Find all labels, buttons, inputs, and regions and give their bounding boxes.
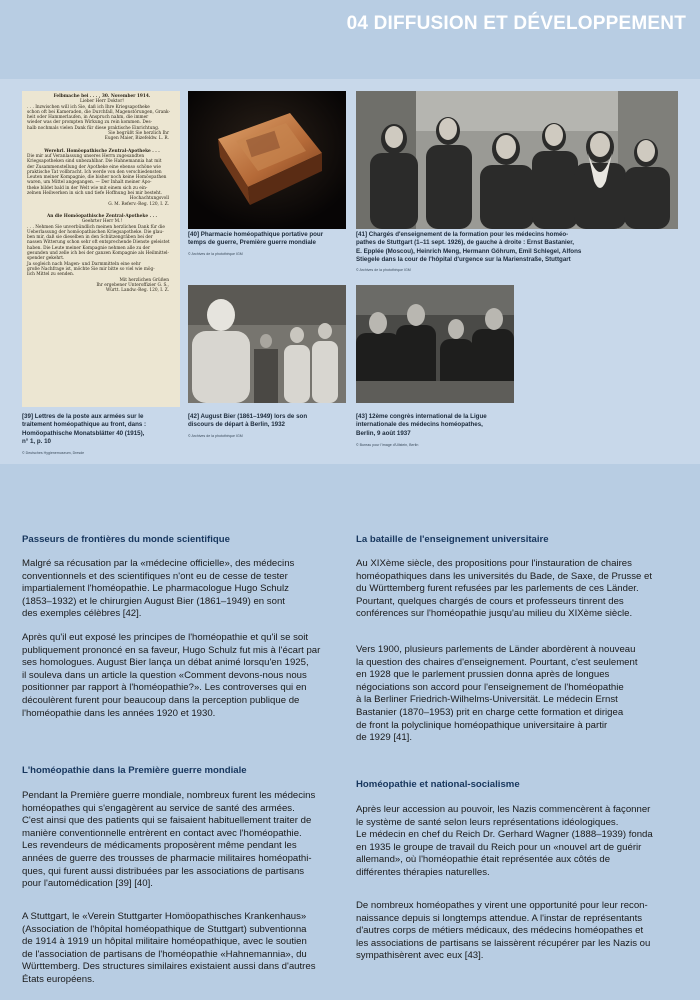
text-line: différentes thérapies naturelles. [356, 866, 490, 878]
text-line: (1853–1932) et le chirurgien August Bier (1861–1949) en sont [22, 595, 285, 607]
text-line: conférences sur l'homéopathie jusqu'au milieu du XIXème siècle. [356, 608, 633, 620]
text-line: Après qu'il eut exposé les principes de l'homéopathie et qu'il se soit [22, 632, 309, 643]
text-line: Pendant la Première guerre mondiale, nombreux furent les médecins [22, 790, 316, 801]
text-line: (Association de l'hôpital homéopathique de Stuttgart) subventionna [22, 923, 307, 935]
letter-closing: Ihr ergebener Unteroffizier G. S., [96, 282, 169, 288]
letter-closing: Eugen Maier, Bizefeldw. L. R. [104, 136, 169, 142]
paragraph [22, 790, 352, 891]
caption-line: [39] Lettres de la poste aux armées sur le [22, 413, 144, 420]
caption-39 [22, 413, 187, 447]
section-heading: Passeurs de frontières du monde scientifique [22, 534, 230, 545]
text-line: il souleva dans un article la question «Comment devons-nous nous [22, 669, 307, 681]
letter-block [27, 214, 177, 293]
credit-42: © Archives de la photothèque IGM [188, 434, 243, 438]
letter-closing: Hochachtungsvoll [129, 196, 169, 202]
paragraph [356, 900, 686, 963]
letter-line: gesunden und zelle ich bei der ganzen Kompagnie als Heilmittel- [27, 251, 169, 257]
text-line: impartialement l'homéopathie. Le pharmacologue Hugo Schulz [22, 583, 289, 595]
letter-closing: Sie begrüßt Sie herzlich Ihr [108, 131, 169, 137]
photo-39-newspaper-letters [22, 91, 180, 407]
text-line: Le médecin en chef du Reich Dr. Gerhard Wagner (1888–1939) fonda [356, 829, 653, 841]
credit-40: © Archives de la photothèque IGM [188, 252, 243, 256]
text-line: de l'association de partisans de l'homéopathie «Hahnemannia», du [22, 948, 307, 960]
newspaper-letters [27, 94, 177, 300]
section-title: 04 DIFFUSION ET DÉVELOPPEMENT [346, 13, 686, 34]
caption-43 [356, 413, 526, 438]
letter-line: . . . Inzwischen will ich Sie, daß ich Ihre Kriegsapotheke [27, 104, 150, 110]
letter-header: Felbmache bei . . . , 30. November 1914. [53, 94, 151, 99]
credit-39: © Deutsches Hygienemuseum, Dresde [22, 451, 85, 455]
paragraph [356, 804, 686, 880]
caption-line: discours de départ à Berlin, 1932 [188, 421, 285, 429]
letter-line: Leuten meiner Kompagnie, die bisher noch keine Homöopathen [27, 175, 167, 181]
letter-line: Ueberlassung der homöopathischen Kriegsapotheke. Die glau- [27, 229, 164, 235]
letter-closing: Mit herzlichen Grüßen [119, 277, 169, 283]
letter-block [27, 94, 177, 142]
paragraph [356, 558, 686, 621]
letter-line: wieder was der prompten Wirkung zu rein kommen. Des- [27, 120, 153, 126]
section-heading: Homéopathie et national-socialisme [356, 779, 520, 790]
caption-41 [356, 231, 686, 265]
caption-line: E. Epplée (Moscou), Heinrich Meng, Hermann Göhrum, Emil Schlegel, Alfons [356, 247, 582, 255]
text-line: Vers 1900, plusieurs parlements de Länder abordèrent à nouveau [356, 644, 636, 655]
paragraph [356, 644, 686, 745]
text-line: ses homologues. August Bier lança un débat animé lorsqu'en 1925, [22, 657, 309, 669]
section-heading: L'homéopathie dans la Première guerre mondiale [22, 765, 247, 776]
caption-line: [40] Pharmacie homéopathique portative pour [188, 231, 324, 238]
text-line: pour l'automédication [39] [40]. [22, 878, 153, 890]
pharmacy-box-image [188, 91, 346, 229]
letter-block [27, 149, 177, 207]
text-line: en 1928 que le parlement prussien donna après de longues [356, 669, 610, 681]
section-heading: La bataille de l'enseignement universitaire [356, 534, 549, 545]
article-body [0, 506, 700, 1000]
letter-line: der Zusammenstellung der Apotheke eine ebenso schöne wie [27, 164, 161, 170]
letter-line: Die mir auf Veranlassung unseres Herrn zugesandten [27, 153, 145, 159]
caption-line: Homöopathische Monatsblätter 40 (1915), [22, 429, 145, 437]
text-line: négociations son accord pour l'enseignement de l'homéopathie [356, 681, 624, 693]
speech-photo-image [188, 285, 346, 403]
text-line: États européens. [22, 973, 95, 985]
text-line: des exemples célèbres [42]. [22, 608, 142, 620]
letter-header: An die Homöopathische Zentral-Apotheke . . . [46, 213, 158, 219]
text-line: le système de santé selon leurs représentations idéologiques. [356, 816, 619, 828]
letter-line: lich Mittel zu senden. [27, 272, 75, 278]
text-line: Les revendeurs de médicaments proposèrent même pendant les [22, 840, 297, 852]
text-line: d'autres corps de métiers médicaux, des médecins homéopathes et [356, 925, 644, 937]
letter-line: halb nochmals vielen Dank für diese praktische Einrichtung. [27, 125, 160, 131]
text-line: découlèrent furent pour beaucoup dans la perception publique de [22, 694, 300, 706]
text-line: Malgré sa récusation par la «médecine officielle», des médecins [22, 558, 295, 569]
text-line: manière conventionnelle entrèrent en contact avec l'homéopathie. [22, 827, 302, 839]
caption-line: [43] 12ème congrès international de la Ligue [356, 413, 487, 420]
letter-line: zelnen Heilwerken in sich und tiefe Hoffnung bei mir besteht. [27, 191, 162, 197]
text-line: la question des chaires d'enseignement. Pourtant, c'est seulement [356, 656, 638, 668]
caption-line: Stiegele dans la cour de l'hôpital d'urgence sur la Marienstraße, Stuttgart [356, 256, 571, 264]
letter-line: Ja sogleich nach Magen- und Darmmitteln eine sehr [27, 261, 141, 267]
text-line: ques, qui furent aussi distribuées par les associations de partisans [22, 865, 305, 877]
paragraph [22, 911, 352, 987]
letter-closing: Württ. Landw.-Reg. 120, I. Z. [105, 288, 169, 294]
paragraph [22, 558, 352, 621]
congress-photo-image [356, 285, 514, 403]
text-line: Au XIXème siècle, des propositions pour l'instauration de chaires [356, 558, 632, 569]
letter-line: Kriegsapotheken sind unbezahlbar. Die Hahnemannia hat mit [27, 159, 162, 165]
caption-line: Berlin, 9 août 1937 [356, 429, 411, 437]
caption-line: traitement homéopathique au front, dans : [22, 421, 147, 429]
photo-43-congress-1937 [356, 285, 514, 403]
text-line: de 1929 [41]. [356, 732, 413, 744]
credit-43: © Bureau pour l'image d'Ullstein, Berlin [356, 443, 419, 447]
caption-40 [188, 231, 358, 248]
text-line: années de guerre des trousses de pharmacie militaires homéopathi- [22, 852, 312, 864]
letter-salutation: Geehrter Herr M.! [81, 219, 123, 225]
text-line: naissance depuis si longtemps attendue. A l'instar de représentants [356, 912, 643, 924]
paragraph [22, 632, 352, 720]
text-line: homéopathiques dans les universités du Bade, de Saxe, de Prusse et [356, 570, 652, 582]
letter-line: schon oft bei Kameraden, die Durchfall, Magenstörungen, Grank- [27, 109, 171, 115]
text-line: Pourtant, quelques chargés de cours et professeurs tinrent des [356, 595, 624, 607]
text-line: en 1935 le groupe de travail du Reich pour un «nouvel art de guérir [356, 841, 642, 853]
text-line: conventionnels et des scientifiques n'ont eu de cesse de tester [22, 570, 288, 582]
text-line: C'est ainsi que des patients qui se faisaient habituellement traiter de [22, 815, 312, 827]
caption-42 [188, 413, 358, 430]
photo-41-teachers-group [356, 91, 678, 229]
text-line: de 1914 à 1919 un hôpital militaire homéopathique, avec le soutien [22, 936, 307, 948]
photo-42-august-bier-speech [188, 285, 346, 403]
group-photo-image [356, 91, 678, 229]
text-line: publiquement prononcé en sa faveur, Hugo Schulz fut mis à l'écart par [22, 644, 321, 656]
text-line: Bastanier (1870–1953) prit en charge cette formation et dirigea [356, 706, 624, 718]
letter-line: waren, um Mittel angegangen. — Der Inhalt meiner Apo- [27, 180, 152, 186]
letter-line: große Nachfrage ist, möchte Sie mir bitte so viel wie mög- [27, 266, 155, 272]
caption-line: [42] August Bier (1861–1949) lors de son [188, 413, 308, 420]
text-line: l'homéopathie dans les années 1920 et 1930. [22, 707, 216, 719]
text-line: positionner par rapport à l'homéopathie?». Les controverses qui en [22, 682, 307, 694]
text-line: De nombreux homéopathes y virent une opportunité pour leur recon- [356, 900, 648, 911]
caption-line: [41] Chargés d'enseignement de la formation pour les médecins homéo- [356, 231, 569, 238]
letter-closing: G. M. Referv.-Reg. 120, I. Z. [108, 201, 169, 207]
caption-line: temps de guerre, Première guerre mondiale [188, 239, 316, 247]
letter-line: heit oder Hammerlaufen, in Anspruch nahm, die immer [27, 115, 149, 121]
letter-header: Werehrl. Homöopathische Zentral-Apotheke . . . [44, 148, 160, 154]
letter-line: . . . Nehmen Sie unverbündlich meinen herzlichen Dank für die [27, 224, 165, 230]
letter-line: praktische Tat vollbracht. Ich werde von den verschiedensten [27, 169, 162, 175]
text-line: Württemberg. Des structures similaires existaient aussi dans d'autres [22, 961, 316, 973]
text-line: sympathisèrent avec eux [43]. [356, 950, 484, 962]
letter-line: haben. Die Leute meiner Kompagnie nehmen alle zu der [27, 245, 151, 251]
text-line: à la Berliner Friedrich-Wilhelms-Universität. Le médecin Ernst [356, 694, 618, 706]
credit-41: © Archives de la photothèque IGM [356, 268, 411, 272]
page-header [0, 0, 700, 46]
caption-line: n° 1, p. 10 [22, 438, 51, 446]
text-line: A Stuttgart, le «Verein Stuttgarter Homöopathisches Krankenhaus» [22, 911, 307, 922]
photo-gallery [0, 79, 700, 464]
text-line: allemand», où l'homéopathie était représentée aux côtés de [356, 854, 611, 866]
photo-40-portable-pharmacy [188, 91, 346, 229]
text-line: les associations de partisans se laissèrent récupérer par les Nazis ou [356, 937, 651, 949]
caption-line: internationale des médecins homéopathes, [356, 421, 483, 429]
letter-line: ben mir, daß sie dieselben in den Schützengräben bei der [27, 235, 153, 241]
text-line: homéopathes qui s'engagèrent au service de santé des armées. [22, 802, 295, 814]
caption-line: pathes de Stuttgart (1–11 sept. 1926), de gauche à droite : Ernst Bastanier, [356, 239, 575, 247]
letter-line: nassen Witterung schon sehr oft entsprechende Dienste geleistet [27, 240, 170, 246]
text-line: Après leur accession au pouvoir, les Nazis commencèrent à façonner [356, 804, 651, 815]
letter-line: theke bildet bald in der Welt wie mit einem sich zu ein- [27, 185, 148, 191]
letter-line: spender gekehrt. [27, 256, 65, 262]
text-line: du Württemberg furent refusées par les parlements de ces Länder. [356, 583, 639, 595]
letter-salutation: Lieber Herr Doktor! [80, 99, 124, 105]
text-line: de front la polyclinique homéopathique universitaire à partir [356, 719, 608, 731]
